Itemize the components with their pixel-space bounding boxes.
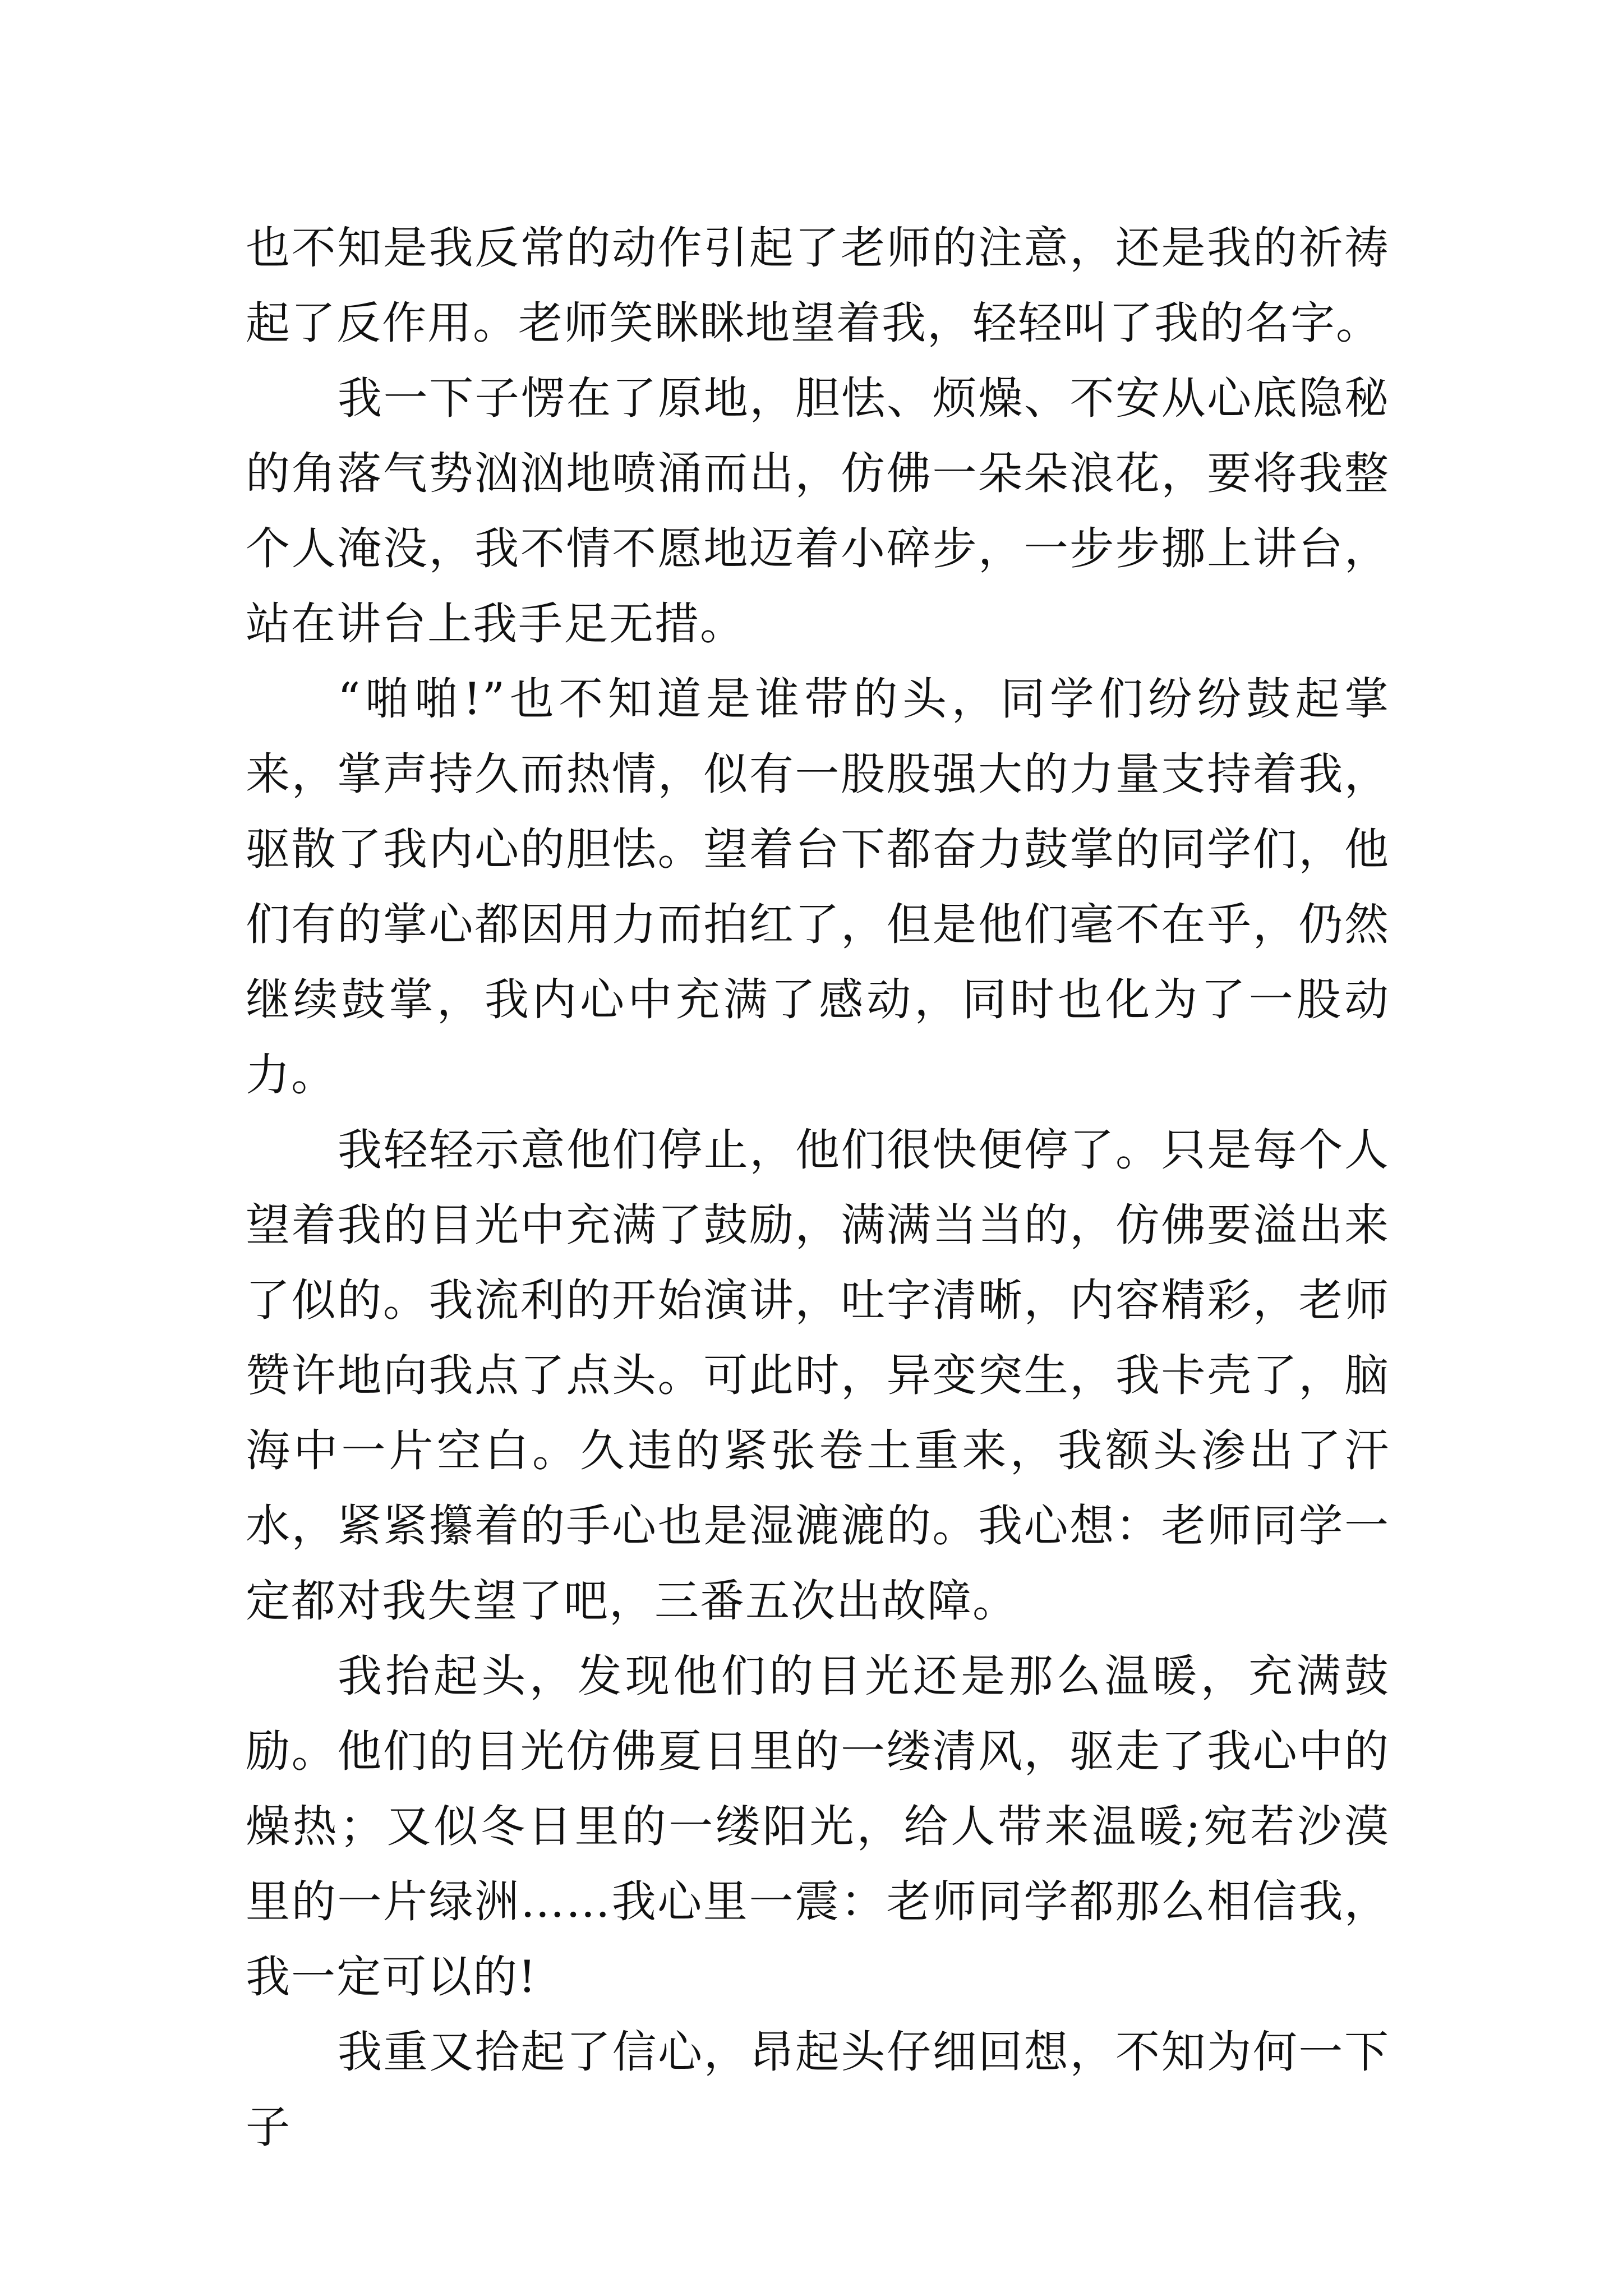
paragraph: 我轻轻示意他们停止，他们很快便停了。只是每个人望着我的目光中充满了鼓励，满满当当的，仿佛要溢出来了似的。我流利的开始演讲，吐字清晰，内容精彩，老师赞许地向我点了点头。可此时，异变突生，我卡壳了，脑海中一片空白。久违的紧张卷土重来，我额头渗出了汗水，紧紧攥着的手心也是湿漉漉的。我心想：老师同学一定都对我失望了吧，三番五次出故障。: [246, 1124, 1390, 1627]
paragraph: 我一下子愣在了原地，胆怯、烦燥、不安从心底隐秘的角落气势汹汹地喷涌而出，仿佛一朵朵浪花，要将我整个人淹没，我不情不愿地迈着小碎步，一步步挪上讲台，站在讲台上我手足无措。: [246, 372, 1390, 650]
paragraph: 我重又拾起了信心，昂起头仔细回想，不知为何一下子: [246, 2026, 1390, 2153]
paragraph: 也不知是我反常的动作引起了老师的注意，还是我的祈祷起了反作用。老师笑眯眯地望着我，轻轻叫了我的名字。: [246, 222, 1390, 349]
paragraph: “啪啪!”也不知道是谁带的头，同学们纷纷鼓起掌来，掌声持久而热情，似有一股股强大的力量支持着我，驱散了我内心的胆怯。望着台下都奋力鼓掌的同学们，他们有的掌心都因用力而拍红了，但是他们毫不在乎，仍然继续鼓掌，我内心中充满了感动，同时也化为了一股动力。: [246, 673, 1390, 1101]
document-body: [246, 210, 1390, 2165]
paragraph: 我抬起头，发现他们的目光还是那么温暖，充满鼓励。他们的目光仿佛夏日里的一缕清风，驱走了我心中的燥热；又似冬日里的一缕阳光，给人带来温暖;宛若沙漠里的一片绿洲……我心里一震：老师同学都那么相信我，我一定可以的!: [246, 1650, 1390, 2003]
